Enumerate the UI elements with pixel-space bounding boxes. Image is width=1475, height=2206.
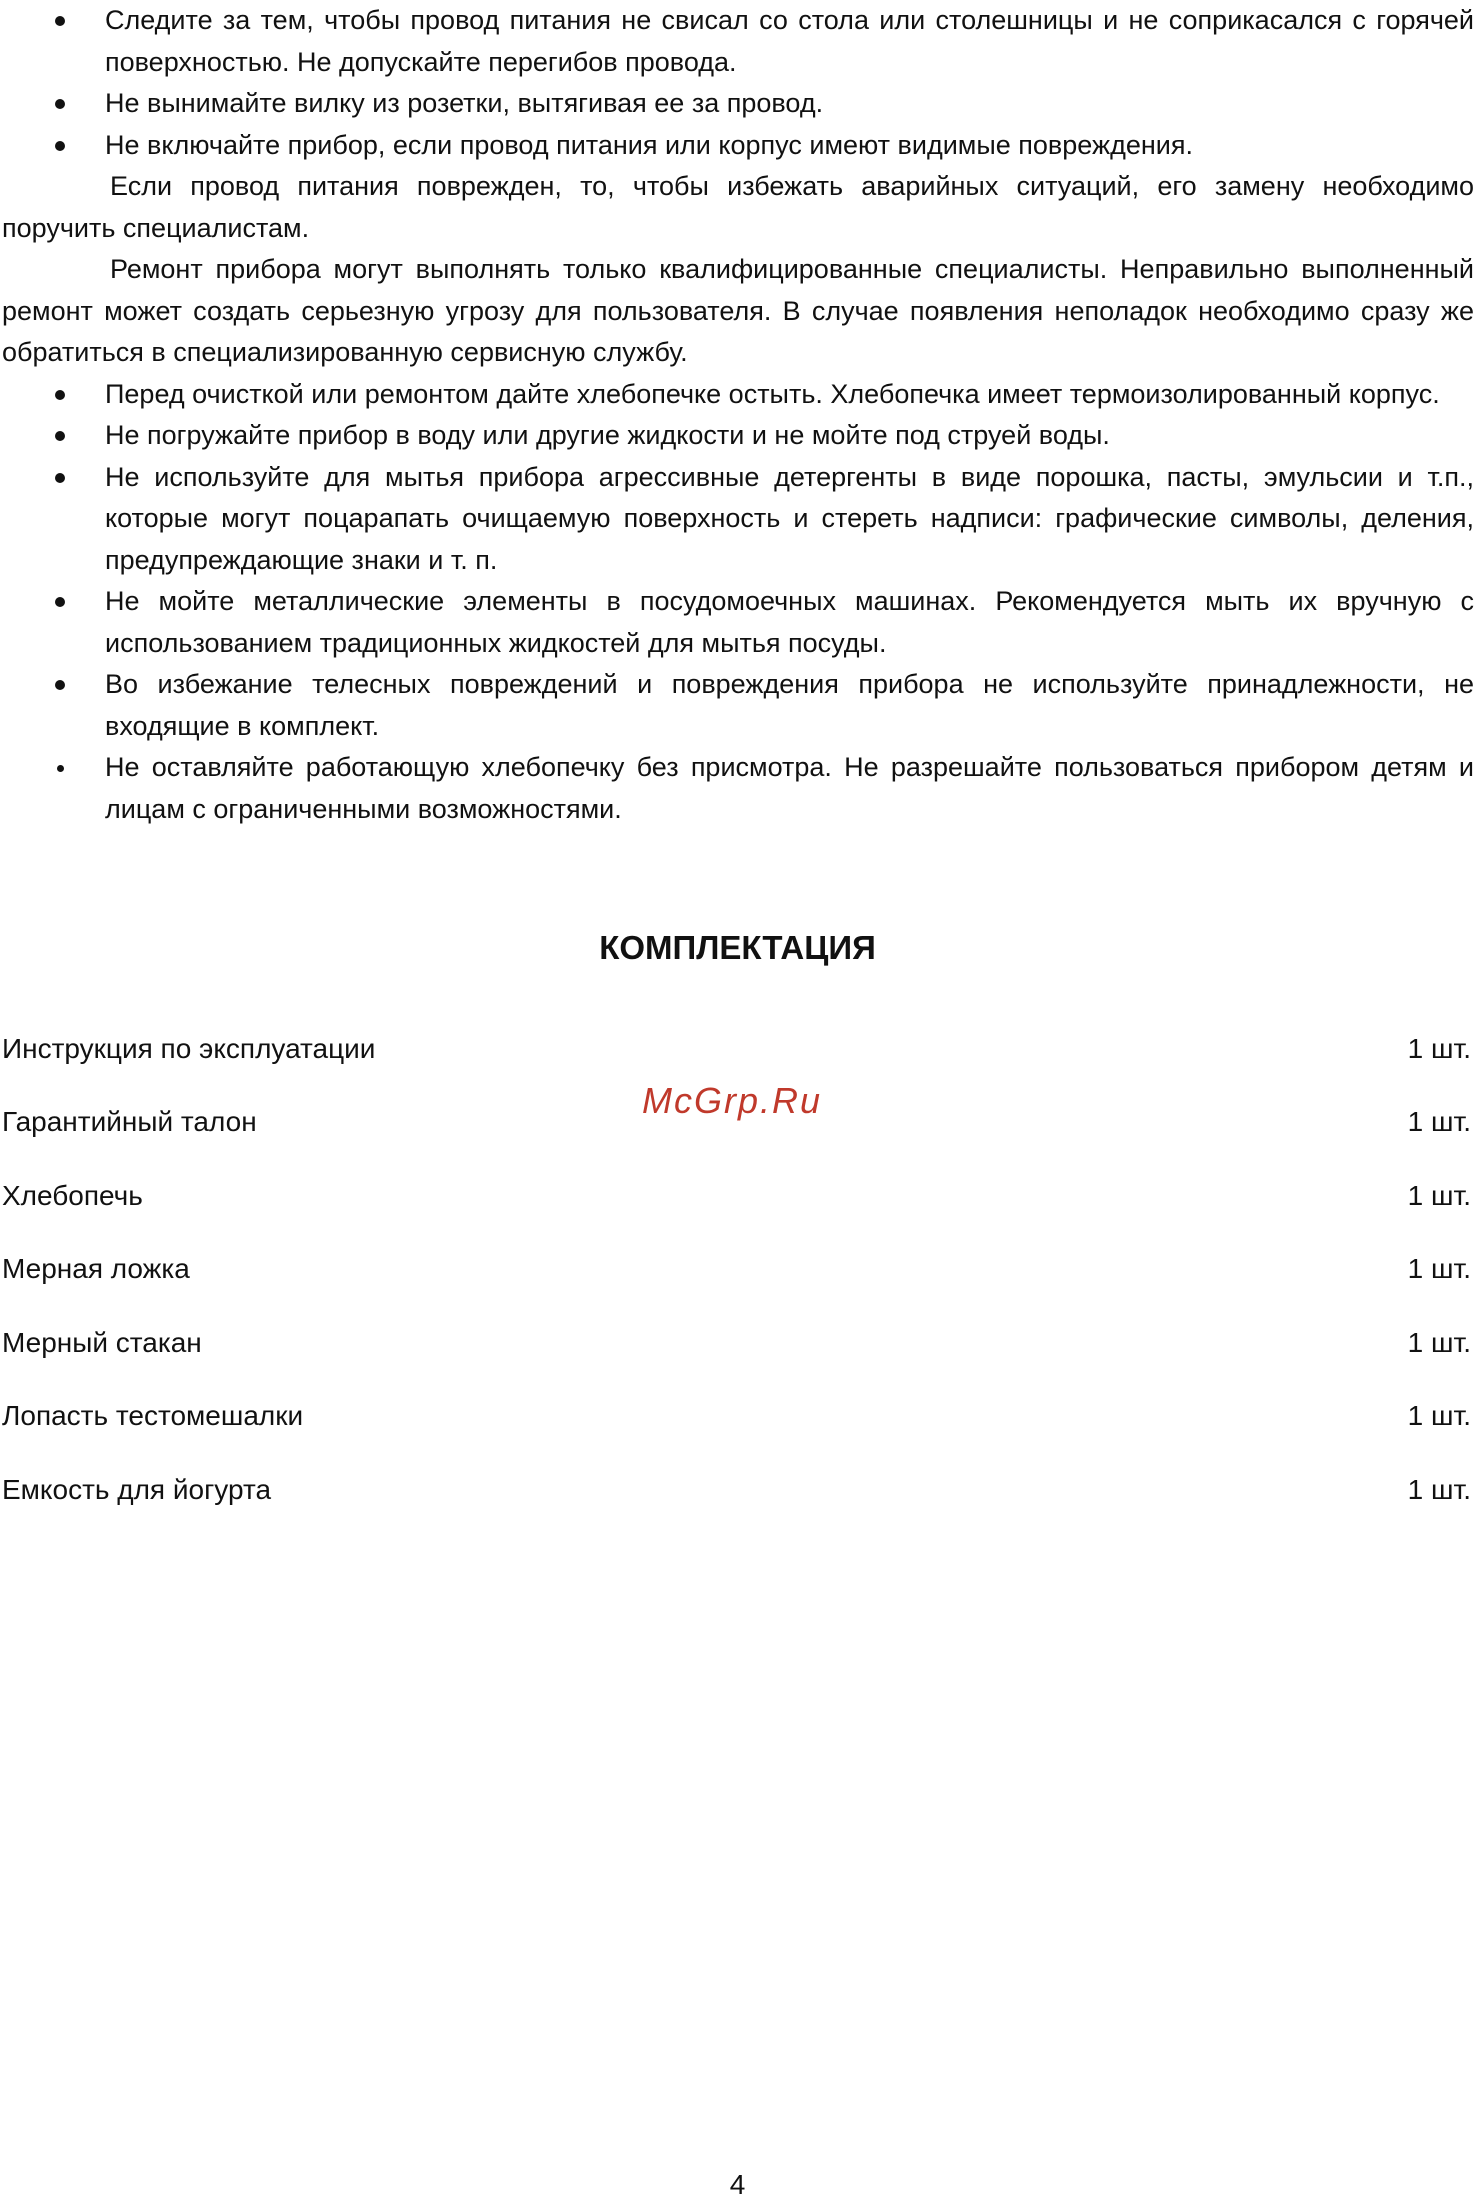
kit-item-name: Мерный стакан [2, 1327, 202, 1358]
kit-row [0, 1027, 1475, 1071]
bullet-text: Во избежание телесных повреждений и повреждения прибора не используйте принадлежности, не входящие в комплект. [105, 669, 1474, 741]
bullet-text: Перед очисткой или ремонтом дайте хлебопечке остыть. Хлебопечка имеет термоизолированный корпус. [105, 378, 1440, 409]
bullet-text: Не оставляйте работающую хлебопечку без присмотра. Не разрешайте пользоваться прибором детям и лицам с ограниченными возможностями. [105, 752, 1474, 824]
kit-item-qty: 1 шт. [1407, 1106, 1471, 1137]
bullet-icon [55, 597, 65, 607]
bullet-icon [55, 680, 65, 690]
kit-row [0, 1174, 1475, 1218]
bullet-icon [55, 473, 65, 483]
bullet-text: Не используйте для мытья прибора агрессивные детергенты в виде порошка, пасты, эмульсии и т.п., которые могут поцарапать очищаемую поверхность и стереть надписи: графические символы, деления, предупреждающие знаки и т. п. [105, 461, 1474, 575]
bullet-icon [55, 16, 65, 26]
kit-item-name: Емкость для йогурта [2, 1474, 272, 1505]
bullet-text: Не включайте прибор, если провод питания или корпус имеют видимые повреждения. [105, 129, 1193, 160]
bullet-item [2, 664, 1474, 747]
paragraph: Ремонт прибора могут выполнять только квалифицированные специалисты. Неправильно выполненный ремонт может создать серьезную угрозу для пользователя. В случае появления неполадок необходимо сразу же обратиться в специализированную сервисную службу. [2, 254, 1474, 367]
bullet-item [2, 457, 1474, 582]
bullet-item [2, 581, 1474, 664]
bullet-item [2, 0, 1474, 83]
kit-item-qty: 1 шт. [1407, 1474, 1471, 1505]
bullet-text: Не вынимайте вилку из розетки, вытягивая ее за провод. [105, 88, 824, 118]
kit-item-qty: 1 шт. [1407, 1327, 1471, 1358]
page-number: 4 [729, 2169, 746, 2200]
kit-row [0, 1394, 1475, 1438]
kit-item-name: Инструкция по эксплуатации [2, 1033, 376, 1064]
kit-row [0, 1321, 1475, 1365]
bullet-icon [55, 431, 65, 441]
bullet-icon [55, 141, 65, 151]
bullet-item [2, 415, 1474, 457]
kit-item-qty: 1 шт. [1407, 1033, 1471, 1064]
kit-item-qty: 1 шт. [1407, 1400, 1471, 1431]
bullet-icon [55, 390, 65, 400]
kit-item-name: Хлебопечь [2, 1180, 143, 1211]
paragraph: Если провод питания поврежден, то, чтобы избежать аварийных ситуаций, его замену необходимо поручить специалистам. [2, 171, 1474, 243]
watermark: McGrp.Ru [642, 1080, 823, 1121]
bullet-icon [57, 765, 64, 772]
safety-instructions [2, 0, 1474, 830]
kit-item-qty: 1 шт. [1407, 1180, 1471, 1211]
bullet-item [2, 374, 1474, 416]
bullet-item [2, 125, 1474, 167]
kit-row [0, 1247, 1475, 1291]
bullet-text: Не мойте металлические элементы в посудомоечных машинах. Рекомендуется мыть их вручную с использованием традиционных жидкостей для мытья посуды. [105, 586, 1474, 658]
kit-item-name: Мерная ложка [2, 1253, 190, 1284]
section-heading: КОМПЛЕКТАЦИЯ [599, 929, 876, 966]
bullet-text: Следите за тем, чтобы провод питания не свисал со стола или столешницы и не соприкасался с горячей поверхностью. Не допускайте перегибов провода. [105, 5, 1474, 77]
bullet-icon [55, 99, 65, 109]
bullet-text: Не погружайте прибор в воду или другие жидкости и не мойте под струей воды. [105, 420, 1110, 450]
kit-row [0, 1468, 1475, 1512]
kit-item-name: Лопасть тестомешалки [2, 1400, 304, 1431]
kit-item-name: Гарантийный талон [2, 1106, 257, 1137]
kit-row [0, 1100, 1475, 1144]
kit-item-qty: 1 шт. [1407, 1253, 1471, 1284]
bullet-item [2, 747, 1474, 830]
bullet-item [2, 83, 1474, 125]
